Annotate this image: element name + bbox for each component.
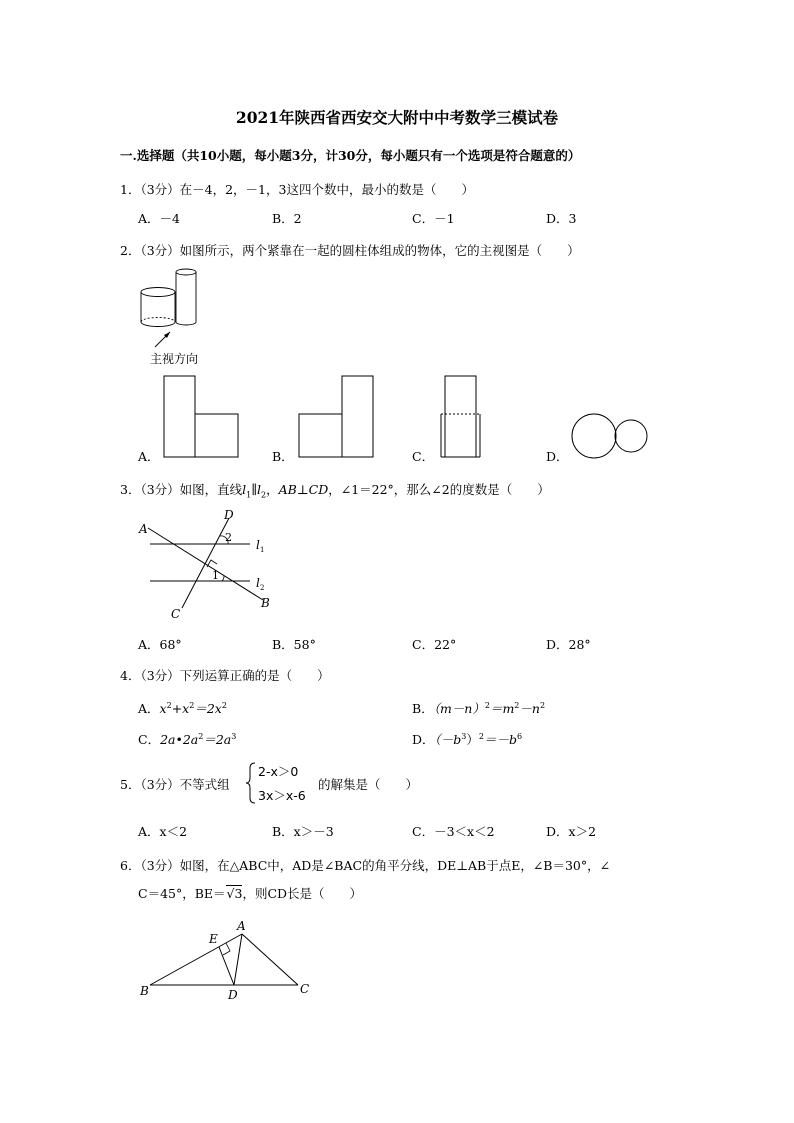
q4-option-d: D．$(-b^3)^2=-b^6$ <box>412 731 523 747</box>
q3-label-l1-sub: 1 <box>260 546 265 554</box>
q3-option-d: D．28° <box>546 637 591 652</box>
question-3-stem: 3．（3分）如图，直线$l_1\parallel l_2$，AB⊥CD，∠1＝22°，那么∠2的度数是（ ） <box>120 482 550 500</box>
question-6-stem-line-2: C＝45°，BE＝√3，则CD长是（ ） <box>138 886 363 901</box>
q5-option-d: D．x＞2 <box>546 824 597 839</box>
q2-cylinders-figure <box>130 262 220 342</box>
q1-option-b: B．2 <box>272 211 302 226</box>
q2-option-b-figure <box>298 375 376 457</box>
q6-label-b: B <box>140 984 149 998</box>
q5-brace <box>245 762 257 804</box>
q5-option-c: C．－3＜x＜2 <box>412 824 495 839</box>
q2-view-direction-label: 主视方向 <box>150 352 199 366</box>
question-6-stem-line-1: 6．（3分）如图，在△ABC中，AD是∠BAC的角平分线，DE⊥AB于点E，∠B＝30°，∠ <box>120 858 611 873</box>
q6-label-a: A <box>237 919 246 933</box>
q6-label-d: D <box>228 988 238 1002</box>
q4-option-b: B．$(m-n)^2=m^2-n^2$ <box>412 700 546 716</box>
q2-option-c-figure <box>440 375 485 457</box>
q1-option-d: D．3 <box>546 211 577 226</box>
q4-option-a: A．$x^2+x^2=2x^2$ <box>138 700 227 716</box>
q3-label-l2: l <box>256 576 260 590</box>
question-4-stem: 4．（3分）下列运算正确的是（ ） <box>120 668 330 683</box>
q3-label-b: B <box>261 596 270 610</box>
q5-inequality-1: 2-x＞0 <box>258 764 299 779</box>
q5-option-a: A．x＜2 <box>138 824 188 839</box>
question-2-stem: 2．（3分）如图所示，两个紧靠在一起的圆柱体组成的物体，它的主视图是（ ） <box>120 243 580 258</box>
q3-option-a: A．68° <box>138 637 182 652</box>
q1-option-a: A．－4 <box>138 211 180 226</box>
page-title: 2021年陕西省西安交大附中中考数学三模试卷 <box>235 108 559 127</box>
q5-inequality-2: 3x＞x-6 <box>258 788 306 803</box>
q3-label-a: A <box>139 522 148 536</box>
q3-label-l2-sub: 2 <box>260 584 265 592</box>
q6-label-e: E <box>209 932 218 946</box>
q3-option-b: B．58° <box>272 637 316 652</box>
q2-option-d: D． <box>546 449 569 464</box>
q2-option-c: C． <box>412 449 435 464</box>
q3-label-c: C <box>171 607 181 621</box>
section-heading: 一.选择题（共10小题，每小题3分，计30分，每小题只有一个选项是符合题意的） <box>120 148 581 163</box>
q3-parallel-lines-figure <box>138 505 288 620</box>
q2-option-a: A． <box>138 449 160 464</box>
question-1-stem: 1．（3分）在－4，2，－1，3这四个数中，最小的数是（ ） <box>120 182 474 197</box>
q3-option-c: C．22° <box>412 637 457 652</box>
q5-stem-tail: 的解集是（ ） <box>318 777 419 792</box>
q2-option-d-figure <box>570 412 655 462</box>
q2-option-a-figure <box>163 375 241 457</box>
q3-label-l1: l <box>256 538 260 552</box>
q6-triangle-figure <box>138 918 318 1003</box>
q1-option-c: C．－1 <box>412 211 455 226</box>
q3-label-angle-2: 2 <box>225 531 232 544</box>
q6-label-c: C <box>300 982 310 996</box>
question-5-stem: 5．（3分）不等式组 <box>120 777 230 792</box>
q2-option-b: B． <box>272 449 294 464</box>
q5-option-b: B．x＞－3 <box>272 824 334 839</box>
q4-option-c: C．$2a•2a^2=2a^3$ <box>138 731 237 747</box>
q3-label-angle-1: 1 <box>212 569 219 582</box>
q3-label-d: D <box>224 508 234 522</box>
